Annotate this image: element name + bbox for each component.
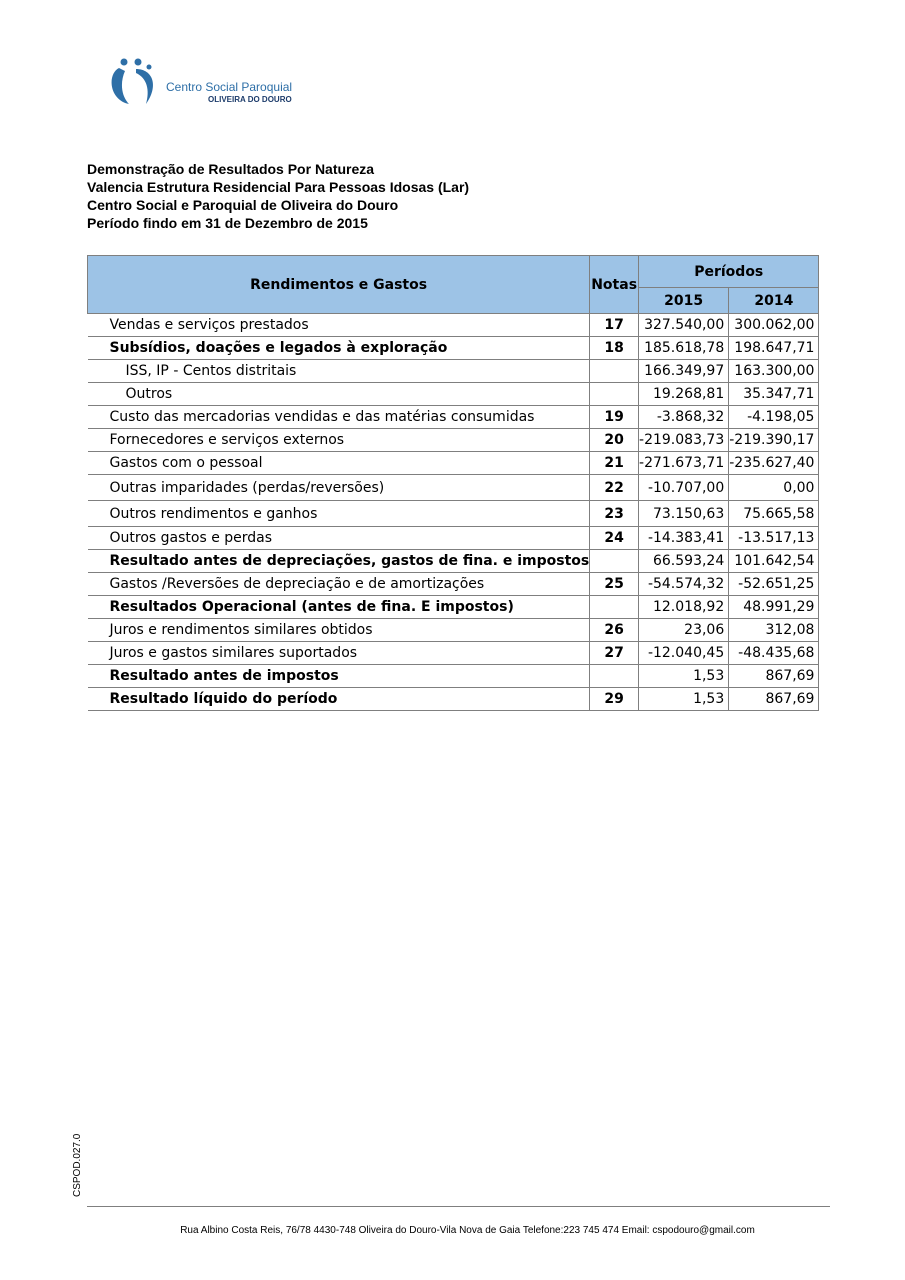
table-row	[88, 596, 819, 619]
row-label: Resultados Operacional (antes de fina. E impostos)	[88, 596, 590, 619]
row-label: Resultado antes de depreciações, gastos de fina. e impostos	[88, 550, 590, 573]
table-row	[88, 360, 819, 383]
document-titles	[87, 160, 469, 232]
logo-subtitle: OLIVEIRA DO DOURO	[208, 95, 292, 104]
row-label: Gastos /Reversões de depreciação e de amortizações	[88, 573, 590, 596]
row-value-2014: -219.390,17	[729, 429, 819, 452]
row-note: 23	[590, 501, 639, 527]
row-label: ISS, IP - Centos distritais	[88, 360, 590, 383]
row-value-2015: -10.707,00	[639, 475, 729, 501]
row-note: 19	[590, 406, 639, 429]
row-value-2014: 101.642,54	[729, 550, 819, 573]
organization-logo	[110, 56, 310, 106]
row-value-2015: 66.593,24	[639, 550, 729, 573]
row-label: Gastos com o pessoal	[88, 452, 590, 475]
row-note: 20	[590, 429, 639, 452]
logo-figures-icon	[110, 56, 162, 106]
table-row	[88, 314, 819, 337]
row-value-2015: -54.574,32	[639, 573, 729, 596]
row-note: 21	[590, 452, 639, 475]
row-note	[590, 665, 639, 688]
row-note: 27	[590, 642, 639, 665]
row-value-2015: 185.618,78	[639, 337, 729, 360]
row-value-2015: 73.150,63	[639, 501, 729, 527]
row-note: 22	[590, 475, 639, 501]
logo-name: Centro Social Paroquial	[166, 80, 293, 94]
row-note: 26	[590, 619, 639, 642]
table-row	[88, 475, 819, 501]
title-line-2: Valencia Estrutura Residencial Para Pessoas Idosas (Lar)	[87, 179, 470, 195]
table-row	[88, 429, 819, 452]
row-value-2015: 1,53	[639, 665, 729, 688]
row-value-2015: 327.540,00	[639, 314, 729, 337]
table-row	[88, 550, 819, 573]
row-value-2015: 12.018,92	[639, 596, 729, 619]
row-value-2014: 198.647,71	[729, 337, 819, 360]
column-header-2014: 2014	[729, 288, 819, 314]
row-label: Juros e gastos similares suportados	[88, 642, 590, 665]
row-label: Vendas e serviços prestados	[88, 314, 590, 337]
row-note: 18	[590, 337, 639, 360]
table-row	[88, 406, 819, 429]
row-label: Resultado líquido do período	[88, 688, 590, 711]
row-value-2015: -219.083,73	[639, 429, 729, 452]
row-value-2014: 300.062,00	[729, 314, 819, 337]
row-value-2014: -235.627,40	[729, 452, 819, 475]
row-value-2014: -4.198,05	[729, 406, 819, 429]
row-value-2014: 35.347,71	[729, 383, 819, 406]
row-value-2014: 75.665,58	[729, 501, 819, 527]
row-note	[590, 360, 639, 383]
row-value-2014: 0,00	[729, 475, 819, 501]
row-value-2015: 166.349,97	[639, 360, 729, 383]
document-code: CSPOD.027.0	[72, 1133, 83, 1197]
row-value-2015: 23,06	[639, 619, 729, 642]
column-header-2015: 2015	[639, 288, 729, 314]
row-value-2014: -52.651,25	[729, 573, 819, 596]
footer-address: Rua Albino Costa Reis, 76/78 4430-748 Oliveira do Douro-Vila Nova de Gaia Telefone:223 745 474 Email: cspodouro@gmail.com	[180, 1225, 755, 1236]
row-value-2014: 867,69	[729, 688, 819, 711]
row-value-2014: 48.991,29	[729, 596, 819, 619]
column-header-description: Rendimentos e Gastos	[88, 256, 590, 314]
footer-divider	[87, 1206, 830, 1207]
table-row	[88, 665, 819, 688]
row-note: 24	[590, 527, 639, 550]
row-note	[590, 550, 639, 573]
row-value-2014: 163.300,00	[729, 360, 819, 383]
title-line-3: Centro Social e Paroquial de Oliveira do Douro	[87, 197, 399, 213]
row-note: 29	[590, 688, 639, 711]
table-row	[88, 337, 819, 360]
row-label: Juros e rendimentos similares obtidos	[88, 619, 590, 642]
table-row	[88, 501, 819, 527]
table-row	[88, 642, 819, 665]
column-header-periods: Períodos	[639, 256, 819, 288]
table-row	[88, 527, 819, 550]
title-line-4: Período findo em 31 de Dezembro de 2015	[87, 215, 368, 231]
row-note	[590, 383, 639, 406]
row-label: Outros gastos e perdas	[88, 527, 590, 550]
table-row	[88, 573, 819, 596]
row-value-2015: -3.868,32	[639, 406, 729, 429]
row-label: Fornecedores e serviços externos	[88, 429, 590, 452]
row-note: 17	[590, 314, 639, 337]
row-value-2015: 19.268,81	[639, 383, 729, 406]
title-line-1: Demonstração de Resultados Por Natureza	[87, 161, 375, 177]
row-value-2014: -48.435,68	[729, 642, 819, 665]
row-value-2015: 1,53	[639, 688, 729, 711]
column-header-notes: Notas	[590, 256, 639, 314]
row-label: Outras imparidades (perdas/reversões)	[88, 475, 590, 501]
income-statement-table	[87, 255, 819, 711]
table-row	[88, 619, 819, 642]
table-row	[88, 688, 819, 711]
row-label: Outros	[88, 383, 590, 406]
row-note	[590, 596, 639, 619]
row-note: 25	[590, 573, 639, 596]
row-value-2014: 867,69	[729, 665, 819, 688]
row-label: Outros rendimentos e ganhos	[88, 501, 590, 527]
row-value-2015: -14.383,41	[639, 527, 729, 550]
table-row	[88, 383, 819, 406]
row-label: Resultado antes de impostos	[88, 665, 590, 688]
row-value-2014: -13.517,13	[729, 527, 819, 550]
row-value-2015: -12.040,45	[639, 642, 729, 665]
row-label: Custo das mercadorias vendidas e das matérias consumidas	[88, 406, 590, 429]
row-value-2015: -271.673,71	[639, 452, 729, 475]
table-row	[88, 452, 819, 475]
row-label: Subsídios, doações e legados à exploração	[88, 337, 590, 360]
row-value-2014: 312,08	[729, 619, 819, 642]
